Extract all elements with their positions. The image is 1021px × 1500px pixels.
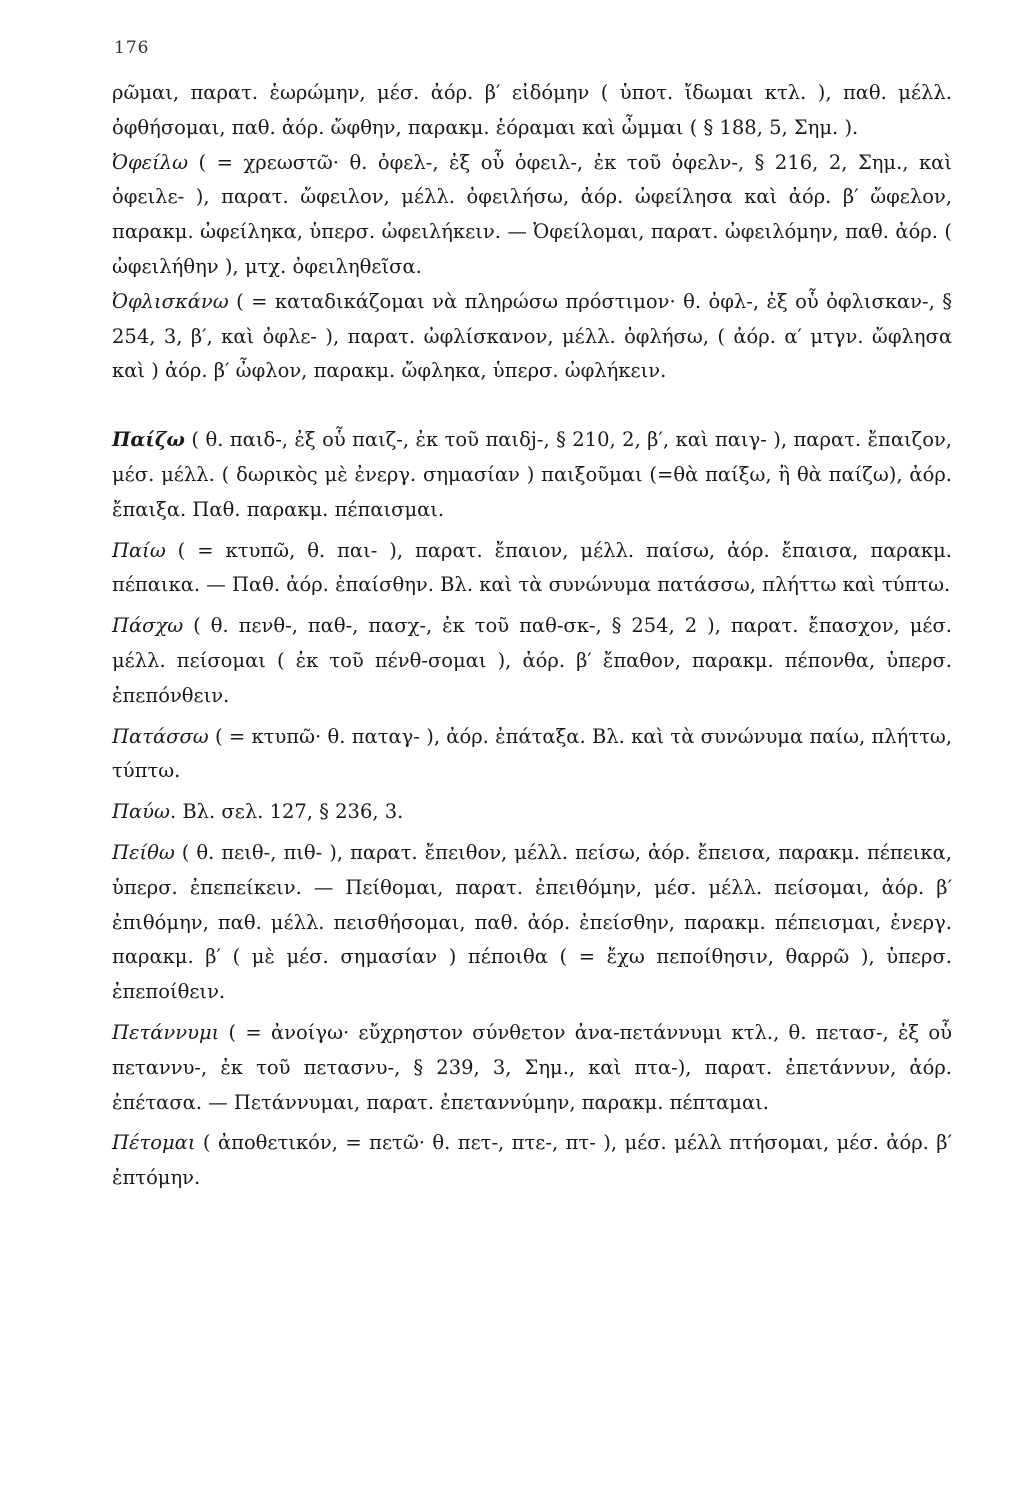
entry-headword: Παίω xyxy=(112,538,166,562)
entry-text: ρῶμαι, παρατ. ἑωρώμην, μέσ. ἀόρ. β′ εἰδόμην ( ὑποτ. ἴδωμαι κτλ. ), παθ. μέλλ. ὀφθήσομαι, παθ. ἀόρ. ὤφθην, παρακμ. ἑόραμαι καὶ ὦμμαι ( § 188, 5, Σημ. ). xyxy=(112,81,952,139)
entry-text: ( = ἀνοίγω· εὔχρηστον σύνθετον ἀνα-πετάννυμι κτλ., θ. πετασ-, ἐξ οὗ πεταννυ-, ἐκ τοῦ πετασνυ-, § 239, 3, Σημ., καὶ πτα-), παρατ. ἐπετάννυν, ἀόρ. ἐπέτασα. — Πετάννυμαι, παρατ. ἐπεταννύμην, παρακμ. πέπταμαι. xyxy=(112,1020,952,1114)
entry-text: ( = καταδικάζομαι νὰ πληρώσω πρόστιμον· θ. ὀφλ-, ἐξ οὗ ὀφλισκαν-, § 254, 3, β′, καὶ ὀφλε- ), παρατ. ὠφλίσκανον, μέλλ. ὀφλήσω, ( ἀόρ. α′ μτγν. ὤφλησα καὶ ) ἀόρ. β′ ὦφλον, παρακμ. ὤφληκα, ὑπερσ. ὠφλήκειν. xyxy=(112,289,952,383)
entry-text: ( θ. πενθ-, παθ-, πασχ-, ἐκ τοῦ παθ-σκ-, § 254, 2 ), παρατ. ἔπασχον, μέσ. μέλλ. πείσομαι ( ἐκ τοῦ πένθ-σομαι ), ἀόρ. β′ ἔπαθον, παρακμ. πέπονθα, ὑπερσ. ἐπεπόνθειν. xyxy=(112,614,952,707)
entry-headword: Πείθω xyxy=(112,840,175,864)
entry-petannymi xyxy=(112,1016,952,1120)
entry-text: ( = κτυπῶ· θ. παταγ- ), ἀόρ. ἐπάταξα. Βλ. καὶ τὰ συνώνυμα παίω, πλήττω, τύπτω. xyxy=(112,724,952,783)
entry-continuation xyxy=(112,76,952,146)
entry-headword: Πέτομαι xyxy=(112,1131,196,1155)
entry-text: ( ἀποθετικόν, = πετῶ· θ. πετ-, πτε-, πτ- ), μέσ. μέλλ πτήσομαι, μέσ. ἀόρ. β′ ἐπτόμην. xyxy=(112,1131,952,1190)
entry-text: . Βλ. σελ. 127, § 236, 3. xyxy=(169,800,404,824)
entry-text: ( θ. παιδ-, ἐξ οὗ παιζ-, ἐκ τοῦ παιδj-, § 210, 2, β′, καὶ παιγ- ), παρατ. ἔπαιζον, μέσ. μέλλ. ( δωρικὸς μὲ ἐνεργ. σημασίαν ) παιξοῦμαι (=θὰ παίξω, ἢ θὰ παίζω), ἀόρ. ἔπαιξα. Παθ. παρακμ. πέπαισμαι. xyxy=(112,428,952,521)
entry-headword: Πάσχω xyxy=(112,614,184,638)
entry-text: ( = χρεωστῶ· θ. ὀφελ-, ἐξ οὗ ὀφειλ-, ἐκ τοῦ ὀφελν-, § 216, 2, Σημ., καὶ ὀφειλε- ), παρατ. ὤφειλον, μέλλ. ὀφειλήσω, ἀόρ. ὠφείλησα καὶ ἀόρ. β′ ὤφελον, παρακμ. ὠφείληκα, ὑπερσ. ὠφειλήκειν. — Ὀφείλομαι, παρατ. ὠφειλόμην, παθ. ἀόρ. ( ὠφειλήθην ), μτχ. ὀφειληθεῖσα. xyxy=(112,150,952,278)
entry-text: ( = κτυπῶ, θ. παι- ), παρατ. ἔπαιον, μέλλ. παίσω, ἀόρ. ἔπαισα, παρακμ. πέπαικα. — Παθ. ἀόρ. ἐπαίσθην. Βλ. καὶ τὰ συνώνυμα πατάσσω, πλήττω καὶ τύπτω. xyxy=(112,538,952,597)
entry-paizo xyxy=(112,423,952,527)
entry-headword: Ὀφλισκάνω xyxy=(112,289,229,313)
entry-ofliskano xyxy=(112,285,952,389)
entry-headword: Πετάννυμι xyxy=(112,1020,220,1044)
page-number: 176 xyxy=(114,38,150,58)
entry-headword: Παίζω xyxy=(112,428,185,452)
section-gap xyxy=(112,389,952,423)
entry-pascho xyxy=(112,609,952,713)
entry-pauo xyxy=(112,795,952,830)
entry-paio xyxy=(112,534,952,604)
entry-patasso xyxy=(112,720,952,790)
entry-ofeilo xyxy=(112,146,952,285)
entry-text: ( θ. πειθ-, πιθ- ), παρατ. ἔπειθον, μέλλ. πείσω, ἀόρ. ἔπεισα, παρακμ. πέπεικα, ὑπερσ. ἐπεπείκειν. — Πείθομαι, παρατ. ἐπειθόμην, μέσ. μέλλ. πείσομαι, ἀόρ. β′ ἐπιθόμην, παθ. μέλλ. πεισθήσομαι, παθ. ἀόρ. ἐπείσθην, παρακμ. πέπεισμαι, ἐνεργ. παρακμ. β′ ( μὲ μέσ. σημασίαν ) πέποιθα ( = ἔχω πεποίθησιν, θαρρῶ ), ὑπερσ. ἐπεποίθειν. xyxy=(112,840,952,1004)
entry-headword: Πατάσσω xyxy=(112,724,209,748)
entry-petomai xyxy=(112,1126,952,1196)
entry-headword: Ὀφείλω xyxy=(112,150,189,174)
entry-headword: Παύω xyxy=(112,800,170,824)
page-body xyxy=(112,76,952,1196)
entry-peitho xyxy=(112,836,952,1010)
